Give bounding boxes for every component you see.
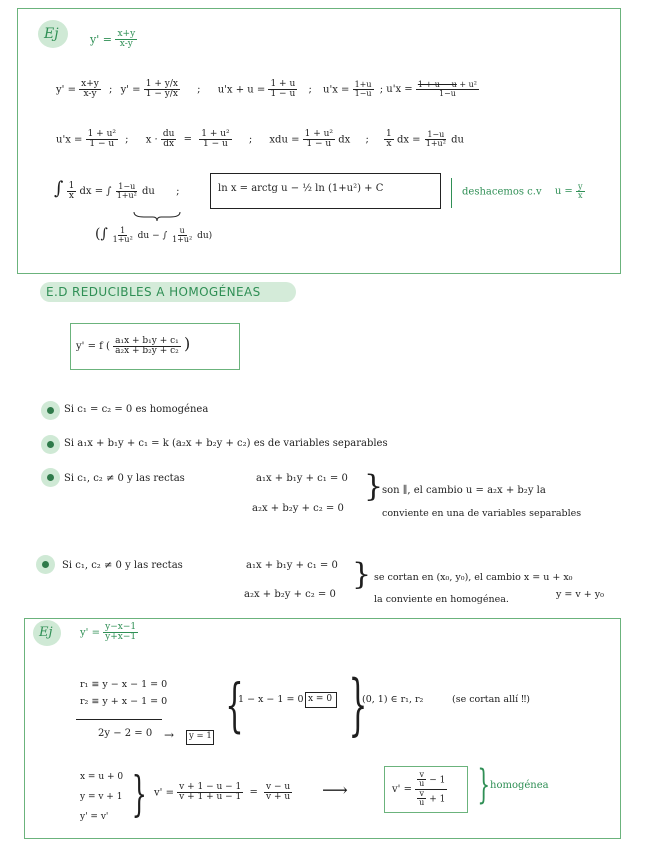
r2-b-num: du — [162, 129, 175, 139]
integral-sign: ∫ — [54, 178, 64, 199]
r2-c-lhs: xdu = — [269, 134, 300, 146]
section-title: E.D REDUCIBLES A HOMOGÉNEAS — [46, 285, 261, 299]
r2-d-num: 1 — [386, 129, 392, 139]
formula-rhs: ) — [183, 334, 191, 353]
r1-e-den: 1−u — [438, 89, 456, 99]
r1-sep: ; — [109, 84, 113, 96]
bullet-3-text2: conviente en una de variables separables — [382, 508, 582, 519]
r2-b-eq: = — [183, 134, 193, 146]
r1-sep: ; — [197, 84, 201, 96]
r1-c-lhs: u'x + u = — [217, 84, 266, 96]
r4-b-tail: du) — [197, 231, 213, 241]
bullet-dot — [42, 561, 49, 568]
r2-a-den: 1 − u — [89, 139, 115, 150]
r1-sep: ; u'x = — [379, 84, 413, 96]
result-arrow: ⟶ — [322, 780, 348, 801]
bullet-dot — [47, 407, 54, 414]
result-brace: } — [477, 762, 491, 808]
example-label: Ej — [44, 26, 59, 42]
r1-e-num-strike: 1 + u − u — [417, 80, 457, 90]
formula-num: a₁x + b₁y + c₁ — [115, 335, 179, 346]
cv-note — [462, 183, 585, 201]
r2-b-lhs: x · — [145, 134, 158, 146]
r4-open: (∫ — [95, 226, 108, 242]
x-equation: 1 − x − 1 = 0 — [238, 694, 304, 705]
res-n-tail: − 1 — [429, 775, 446, 786]
eq2-lhs: y' = — [80, 627, 100, 639]
sub-den: v + 1 + u − 1 — [179, 792, 242, 803]
r2-sep: ; — [365, 134, 369, 146]
r1-b-num: 1 + y/x — [145, 79, 178, 89]
r3-i-den: x — [68, 191, 74, 201]
sum-arrow: → — [164, 728, 175, 742]
r2-a-lhs: u'x = — [56, 134, 83, 146]
bullet-3-brace: } — [364, 469, 384, 504]
r2-d-num2: 1−u — [427, 130, 445, 140]
bullet-4-eq1: a₁x + b₁y + c₁ = 0 — [246, 560, 338, 571]
r1-d-num: 1+u — [354, 80, 372, 90]
open-brace: { — [225, 671, 244, 739]
sub-lhs: v' = — [154, 787, 174, 799]
r2-c-num: 1 + u² — [304, 129, 334, 139]
cv-bar — [451, 178, 452, 208]
sub-num2: v − u — [266, 782, 291, 792]
r2-b-den: dx — [163, 139, 175, 150]
r2-d-den2: 1+u² — [425, 139, 446, 149]
sum-rule — [76, 719, 162, 720]
example-1-equation — [90, 30, 137, 50]
eq2-den: y+x−1 — [105, 632, 137, 643]
res-lhs: v' = — [392, 783, 412, 795]
x-result: x = 0 — [308, 694, 333, 704]
bullet-4-brace: } — [352, 557, 372, 592]
eq-den: x-y — [119, 39, 133, 50]
substituted-eq — [154, 783, 292, 803]
bullet-1: Si c₁ = c₂ = 0 es homogénea — [64, 404, 209, 415]
formula-lhs: y' = f ( — [76, 341, 110, 352]
r1-c-num: 1 + u — [270, 79, 296, 89]
eq-lhs: y' = — [90, 32, 112, 46]
r2-sep: ; — [248, 134, 253, 146]
ex1-row2 — [56, 130, 464, 150]
sub-eq: = — [249, 787, 258, 799]
sub-x: x = u + 0 — [80, 772, 124, 782]
res-n-num: v — [419, 770, 424, 779]
general-formula — [76, 334, 190, 356]
sum-equation: 2y − 2 = 0 — [98, 728, 153, 739]
eq2-num: y−x−1 — [105, 622, 137, 632]
r3-i-den2: 1+u² — [116, 191, 137, 200]
sub-y: y = v + 1 — [80, 792, 123, 802]
example-2-equation — [80, 623, 138, 643]
r2-b-den2: 1 − u — [203, 139, 228, 150]
example-label: Ej — [39, 625, 53, 640]
r3-i-tail: du — [142, 186, 155, 197]
close-brace: } — [348, 666, 368, 743]
cv-lhs: u = — [554, 186, 573, 198]
intersection-note: (se cortan allí ‼) — [452, 694, 530, 705]
line-r1: r₁ ≡ y − x − 1 = 0 — [80, 679, 168, 690]
res-d-tail: + 1 — [429, 794, 446, 805]
sub-num: v + 1 − u − 1 — [179, 782, 242, 792]
homogeneous-result — [392, 771, 447, 808]
bullet-2: Si a₁x + b₁y + c₁ = k (a₂x + b₂y + c₂) es de variables separables — [64, 438, 388, 449]
bullet-dot — [47, 441, 54, 448]
bullet-4-text1: se cortan en (x₀, y₀), el cambio x = u + x₀ — [374, 572, 573, 583]
r4-b-den: 1+u² — [172, 235, 193, 244]
r4-a-den: 1+u² — [112, 235, 133, 244]
r2-sep: ; — [125, 134, 129, 146]
underbrace — [132, 210, 182, 222]
intersection-point: (0, 1) ∈ r₁, r₂ — [362, 694, 424, 705]
eq-num: x+y — [117, 29, 136, 39]
sub-den2: v + u — [266, 792, 291, 803]
r1-d-den: 1−u — [354, 89, 372, 99]
bullet-3-eq2: a₂x + b₂y + c₂ = 0 — [252, 503, 344, 514]
r2-d-den: x — [386, 139, 392, 150]
r1-d-lhs: u'x = — [323, 84, 350, 96]
r1-b-lhs: y' = — [120, 84, 141, 96]
ex1-row4 — [95, 226, 212, 244]
bullet-3-text1: son ∥, el cambio u = a₂x + b₂y la — [382, 485, 546, 496]
r2-d-tail: du — [451, 134, 464, 146]
r1-sep: ; — [308, 84, 312, 96]
r1-a-num: x+y — [81, 79, 99, 89]
res-n-den: u — [419, 779, 425, 789]
r3-i-num2: 1−u — [118, 181, 136, 191]
bullet-3-eq1: a₁x + b₁y + c₁ = 0 — [256, 473, 348, 484]
r2-c-tail: dx — [338, 134, 351, 146]
r1-e-num-rest: + u² — [456, 80, 477, 90]
y-result: y = 1 — [189, 731, 212, 741]
ex1-row1 — [56, 80, 479, 100]
res-d-den: u — [419, 798, 425, 808]
r1-a-lhs: y' = — [56, 84, 76, 96]
formula-den: a₂x + b₂y + c₂ — [115, 346, 179, 356]
r2-b-num2: 1 + u² — [201, 129, 230, 139]
r2-a-num: 1 + u² — [87, 129, 116, 139]
res-d-num: v — [419, 788, 424, 798]
cv-num: y — [578, 182, 583, 191]
r4-b-num: u — [179, 225, 185, 235]
r3-sep: ; — [176, 186, 180, 197]
ex1-row3 — [54, 178, 179, 201]
r2-d-mid: dx = — [396, 134, 421, 146]
bullet-4-lead: Si c₁, c₂ ≠ 0 y las rectas — [62, 560, 183, 571]
bullet-4-eq2: a₂x + b₂y + c₂ = 0 — [244, 589, 336, 600]
bullet-dot — [47, 474, 54, 481]
r1-a-den: x-y — [83, 89, 97, 100]
line-r2: r₂ ≡ y + x − 1 = 0 — [80, 696, 168, 707]
sub-yprime: y' = v' — [80, 812, 109, 822]
r2-c-den: 1 − u — [306, 139, 332, 150]
result-text: ln x = arctg u − ½ ln (1+u²) + C — [218, 183, 384, 194]
r3-i-mid: dx = ∫ — [79, 186, 112, 197]
cv-note-text: deshacemos c.v — [462, 186, 542, 198]
bullet-4-text2: la conviente en homogénea. — [374, 594, 509, 605]
homogeneous-tag: homogénea — [490, 780, 549, 791]
sub-brace: } — [131, 766, 147, 822]
cv-den: x — [578, 191, 583, 201]
bullet-3-lead: Si c₁, c₂ ≠ 0 y las rectas — [64, 473, 185, 484]
r4-a-tail: du − ∫ — [137, 231, 168, 241]
r1-b-den: 1 − y/x — [145, 89, 178, 100]
r4-a-num: 1 — [120, 225, 126, 235]
r1-c-den: 1 − u — [270, 89, 296, 100]
r3-i-num: 1 — [68, 180, 75, 191]
bullet-4-text3: y = v + y₀ — [556, 589, 604, 600]
